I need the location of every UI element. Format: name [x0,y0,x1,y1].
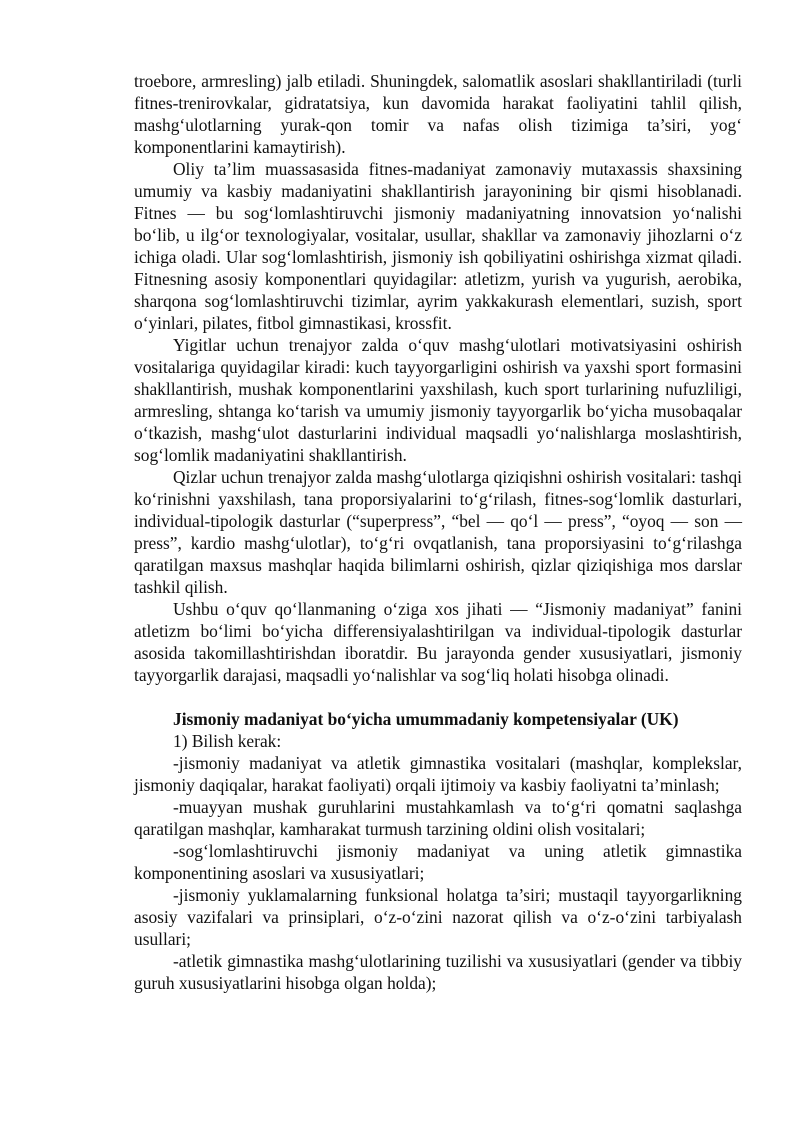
list-item: -sog‘lomlashtiruvchi jismoniy madaniyat va uning atletik gimnastika komponentining asoslari va xususiyatlari; [134,841,742,883]
list-item: -muayyan mushak guruhlarini mustahkamlash va to‘g‘ri qomatni saqlashga qaratilgan mashqlar, kamharakat turmush tarzining oldini olish vositalari; [134,797,742,839]
paragraph-continuation: troebore, armresling) jalb etiladi. Shuningdek, salomatlik asoslari shakllantiriladi (turli fitnes-trenirovkalar, gidratatsiya, kun davomida harakat faoliyatini tahlil qilish, mashg‘ulotlarning yurak-qon tomir va nafas olish tizimiga ta’siri, yog‘ komponentlarini kamaytirish). [134,71,742,157]
paragraph-fitness-culture: Oliy ta’lim muassasasida fitnes-madaniyat zamonaviy mutaxassis shaxsining umumiy va kasbiy madaniyatini shakllantirish jarayonining bir qismi hisoblanadi. Fitnes — bu sog‘lomlashtiruvchi jismoniy madaniyatning innovatsion yo‘nalishi bo‘lib, u ilg‘or texnologiyalar, vositalar, usullar, shakllar va zamonaviy jihozlarni o‘z ichiga oladi. Ular sog‘lomlashtirish, jismoniy ish qobiliyatini oshirishga xizmat qiladi. Fitnesning asosiy komponentlari quyidagilar: atletizm, yurish va yugurish, aerobika, sharqona sog‘lomlashtiruvchi tizimlar, ayrim yakkakurash elementlari, suzish, sport o‘yinlari, pilates, fitbol gimnastikasi, krossfit. [134,159,742,333]
paragraph-girls-motivation: Qizlar uchun trenajyor zalda mashg‘ulotlarga qiziqishni oshirish vositalari: tashqi ko‘rinishni yaxshilash, tana proporsiyalarini to‘g‘rilash, fitnes-sog‘lomlik dasturlari, individual-tipologik dasturlar (“superpress”, “bel — qo‘l — press”, “oyoq — son — press”, kardio mashg‘ulotlar), to‘g‘ri ovqatlanish, tana proporsiyasini to‘g‘rilashga qaratilgan maxsus mashqlar haqida bilimlarni oshirish, qizlar qiziqishiga mos darslar tashkil qilish. [134,467,742,597]
list-item: -atletik gimnastika mashg‘ulotlarining tuzilishi va xususiyatlari (gender va tibbiy guruh xususiyatlarini hisobga olgan holda); [134,951,742,993]
paragraph-manual-feature: Ushbu o‘quv qo‘llanmaning o‘ziga xos jihati — “Jismoniy madaniyat” fanini atletizm bo‘limi bo‘yicha differensiyalashtirilgan va individual-tipologik dasturlar asosida takomillashtirishdan iboratdir. Bu jarayonda gender xususiyatlari, jismoniy tayyorgarlik darajasi, maqsadli yo‘nalishlar va sog‘liq holati hisobga olinadi. [134,599,742,685]
list-item: -jismoniy yuklamalarning funksional holatga ta’siri; mustaqil tayyorgarlikning asosiy vazifalari va prinsiplari, o‘z-o‘zini nazorat qilish va o‘z-o‘zini tarbiyalash usullari; [134,885,742,949]
paragraph-boys-motivation: Yigitlar uchun trenajyor zalda o‘quv mashg‘ulotlari motivatsiyasini oshirish vositalariga quyidagilar kiradi: kuch tayyorgarligini oshirish va yaxshi sport formasini shakllantirish, mushak komponentlarini yaxshilash, kuch sport turlarining nufuzliligi, armresling, shtanga ko‘tarish va umumiy jismoniy tayyorgarlik bo‘yicha musobaqalar o‘tkazish, mashg‘ulot dasturlarini individual maqsadli yo‘nalishlarga moslashtirish, sog‘lomlik madaniyatini shakllantirish. [134,335,742,465]
section-subheading: 1) Bilish kerak: [173,731,282,751]
section-spacer [134,686,742,708]
section-heading: Jismoniy madaniyat bo‘yicha umummadaniy kompetensiyalar (UK) [173,709,679,729]
list-item: -jismoniy madaniyat va atletik gimnastika vositalari (mashqlar, komplekslar, jismoniy daqiqalar, harakat faoliyati) orqali ijtimoiy va kasbiy faoliyatni ta’minlash; [134,753,742,795]
